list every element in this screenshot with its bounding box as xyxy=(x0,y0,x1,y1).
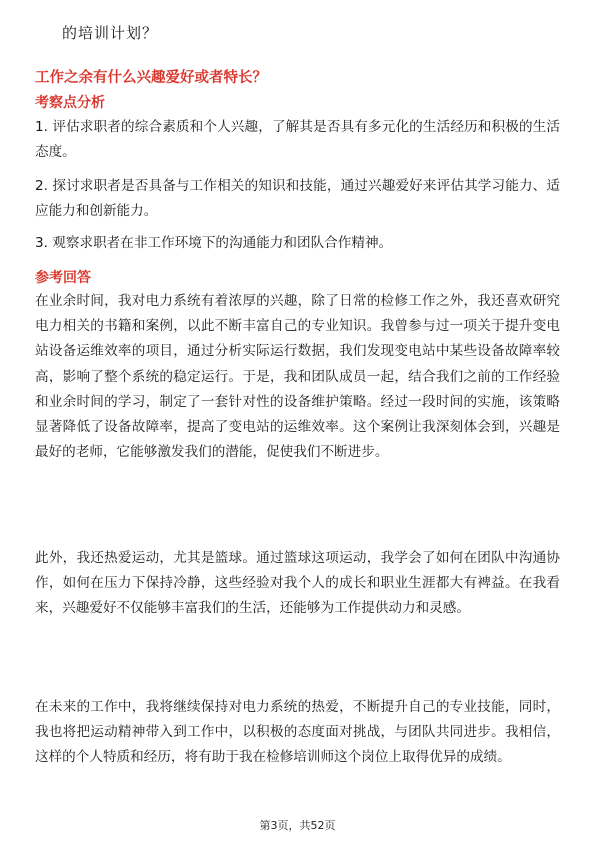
answer-title: 参考回答 xyxy=(35,270,91,286)
answer-paragraph: 在业余时间，我对电力系统有着浓厚的兴趣，除了日常的检修工作之外，我还喜欢研究电力相关的书籍和案例，以此不断丰富自己的专业知识。我曾参与过一项关于提升变电站设备运维效率的项目，通过分析实际运行数据，我们发现变电站中某些设备故障率较高，影响了整个系统的稳定运行。于是，我和团队成员一起，结合我们之前的工作经验和业余时间的学习，制定了一套针对性的设备维护策略。经过一段时间的实施，该策略显著降低了设备故障率，提高了变电站的运维效率。这个案例让我深刻体会到，兴趣是最好的老师，它能够激发我们的潜能，促使我们不断进步。 xyxy=(35,293,560,461)
answer-paragraph: 此外，我还热爱运动，尤其是篮球。通过篮球这项运动，我学会了如何在团队中沟通协作，如何在压力下保持冷静，这些经验对我个人的成长和职业生涯都大有裨益。在我看来，兴趣爱好不仅能够丰富我们的生活，还能够为工作提供动力和灵感。 xyxy=(35,550,560,617)
analysis-point: 1. 评估求职者的综合素质和个人兴趣，了解其是否具有多元化的生活经历和积极的生活态度。 xyxy=(35,119,560,161)
page-number: 第3页，共52页 xyxy=(259,819,336,832)
analysis-point: 2. 探讨求职者是否具备与工作相关的知识和技能，通过兴趣爱好来评估其学习能力、适应能力和创新能力。 xyxy=(35,178,560,220)
analysis-point: 3. 观察求职者在非工作环境下的沟通能力和团队合作精神。 xyxy=(35,235,393,251)
continuation-line: 的培训计划？ xyxy=(62,24,159,42)
answer-paragraph: 在未来的工作中，我将继续保持对电力系统的热爱，不断提升自己的专业技能，同时，我也将把运动精神带入到工作中，以积极的态度面对挑战，与团队共同进步。我相信，这样的个人特质和经历，将有助于我在检修培训师这个岗位上取得优异的成绩。 xyxy=(35,699,560,766)
question-heading: 工作之余有什么兴趣爱好或者特长？ xyxy=(35,70,267,86)
analysis-title: 考察点分析 xyxy=(35,95,105,111)
